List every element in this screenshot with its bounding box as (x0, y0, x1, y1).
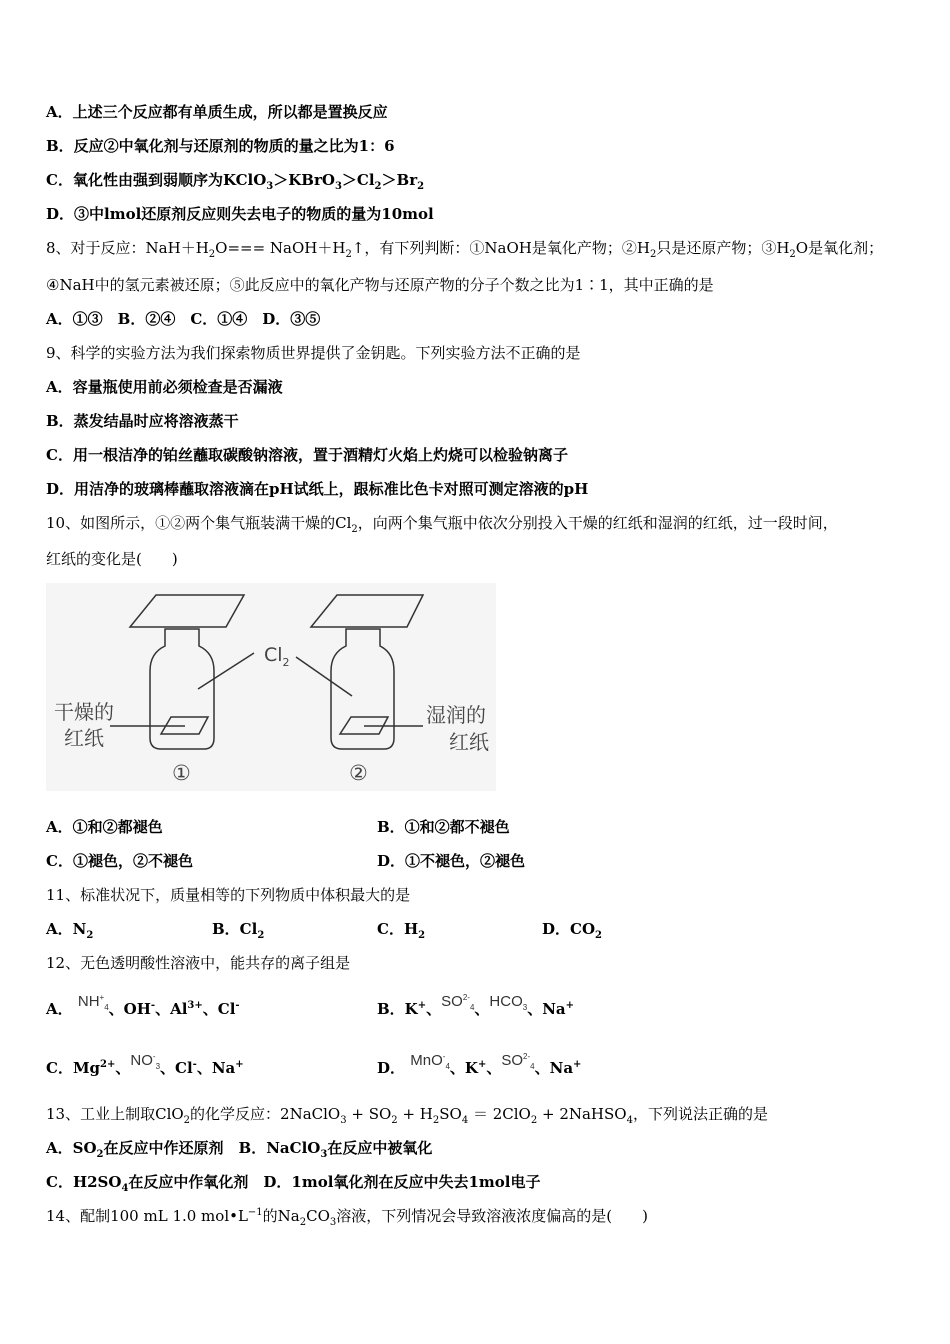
bottle-body-1 (150, 629, 214, 749)
glass-cover-2 (311, 595, 423, 627)
q8-stem-line2: ④NaH中的氢元素被还原；⑤此反应中的氧化产物与还原产物的分子个数之比为1∶1，其中正确的是 (46, 276, 714, 294)
q9-option-c: C．用一根洁净的铂丝蘸取碳酸钠溶液，置于酒精灯火焰上灼烧可以检验钠离子 (46, 446, 568, 464)
q10-option-c: C．①褪色，②不褪色 (46, 852, 193, 870)
bottle-number-2: ② (349, 761, 368, 785)
bottle-1 (110, 595, 254, 749)
q7-option-b: B．反应②中氧化剂与还原剂的物质的量之比为1：6 (46, 137, 395, 155)
q7-option-d: D．③中lmol还原剂反应则失去电子的物质的量为10mol (46, 205, 434, 223)
q12-option-a: A． $NH^+_4$、OH-、$Al^{3+}$、Cl- (46, 993, 240, 1018)
q12-stem: 12、无色透明酸性溶液中，能共存的离子组是 (46, 954, 351, 972)
q10-option-b: B．①和②都不褪色 (377, 818, 510, 836)
wet-label-line1: 湿润的 (426, 703, 486, 727)
q13-stem: 13、工业上制取ClO$_2$的化学反应：2NaClO$_3$ + $SO_2 + H_2SO_4 = 2ClO_2$ + 2NaHSO$_4$，下列说法正确的是 (46, 1105, 768, 1126)
so4-ion-2: $SO^{2-}_4$ (501, 1052, 535, 1071)
cl2-pointer-1 (198, 653, 254, 689)
q10-stem-line2: 红纸的变化是( ) (46, 550, 178, 568)
q9-stem: 9、科学的实验方法为我们探索物质世界提供了金钥匙。下列实验方法不正确的是 (46, 344, 581, 362)
q11-option-b: B．$Cl_2$ (212, 920, 265, 941)
q12-option-b: B．K+、$SO^{2-}_4$、$HCO_3$、Na+ (377, 993, 575, 1018)
q7-option-c: C．氧化性由强到弱顺序为$KClO_3>KBrO_3>Cl_2>Br_2$ (46, 171, 425, 192)
dry-label-line1: 干燥的 (54, 700, 114, 724)
wet-label-line2: 红纸 (449, 730, 489, 754)
q8-stem-line1: 8、对于反应：$NaH+H_2O===$ $NaOH+H_2↑$，有下列判断：①NaOH是氧化产物；$②H_2$只是还原产物；$③H_2O$是氧化剂； (46, 239, 884, 260)
bottle-2 (296, 595, 423, 749)
q11-option-c: C．$H_2$ (377, 920, 426, 941)
dry-label-line2: 红纸 (64, 726, 104, 750)
q10-option-d: D．①不褪色，②褪色 (377, 852, 526, 870)
no3-ion: $NO^-_3$ (130, 1052, 161, 1071)
q11-option-d: D．$CO_2$ (542, 920, 602, 941)
q9-option-a: A．容量瓶使用前必须检查是否漏液 (46, 378, 283, 396)
q8-options: A．①③ B．②④ C．①④ D．③⑤ (46, 310, 321, 328)
bottle-body-2 (331, 629, 394, 749)
q9-option-d: D．用洁净的玻璃棒蘸取溶液滴在pH试纸上，跟标准比色卡对照可测定溶液的pH (46, 480, 589, 498)
q10-option-a: A．①和②都褪色 (46, 818, 163, 836)
q7-option-a: A．上述三个反应都有单质生成，所以都是置换反应 (46, 103, 388, 121)
mno4-ion: MnO-$_4$ (410, 1052, 450, 1071)
q11-option-a: A．$N_2$ (46, 920, 94, 941)
q12-option-c: C．$Mg^{2+}$、$NO^-_3$、Cl-、Na+ (46, 1052, 244, 1077)
nh4-ion: $NH^+_4$ (77, 993, 109, 1012)
glass-cover-1 (130, 595, 244, 627)
cl2-label: $Cl_2$ (264, 644, 290, 669)
bottle-number-1: ① (172, 761, 191, 785)
q13-options-cd: C．$H2SO_4$在反应中作氧化剂 D．1mol氧化剂在反应中失去1mol电子 (46, 1173, 541, 1194)
gas-bottles-diagram (46, 583, 496, 791)
q14-stem: 14、配制100 mL 1.0 $mol•L^{-1}$的$Na_2CO_3$溶液，下列情况会导致溶液浓度偏高的是( ) (46, 1207, 648, 1228)
gas-bottles-figure (46, 583, 496, 791)
q12-option-d: D． MnO-$_4$、K+、$SO^{2-}_4$、Na+ (377, 1052, 582, 1077)
cl2-pointer-2 (296, 657, 352, 696)
q13-options-ab: A．$SO_2$在反应中作还原剂 B．NaClO$_3$在反应中被氧化 (46, 1139, 433, 1160)
q11-stem: 11、标准状况下，质量相等的下列物质中体积最大的是 (46, 886, 411, 904)
q10-stem-line1: 10、如图所示，①②两个集气瓶装满干燥的$Cl_2$，向两个集气瓶中依次分别投入干燥的红纸和湿润的红纸，过一段时间， (46, 514, 838, 535)
hco3-ion: $HCO_3$ (489, 993, 528, 1012)
so4-ion: $SO^{2-}_4$ (441, 993, 475, 1012)
q9-option-b: B．蒸发结晶时应将溶液蒸干 (46, 412, 239, 430)
